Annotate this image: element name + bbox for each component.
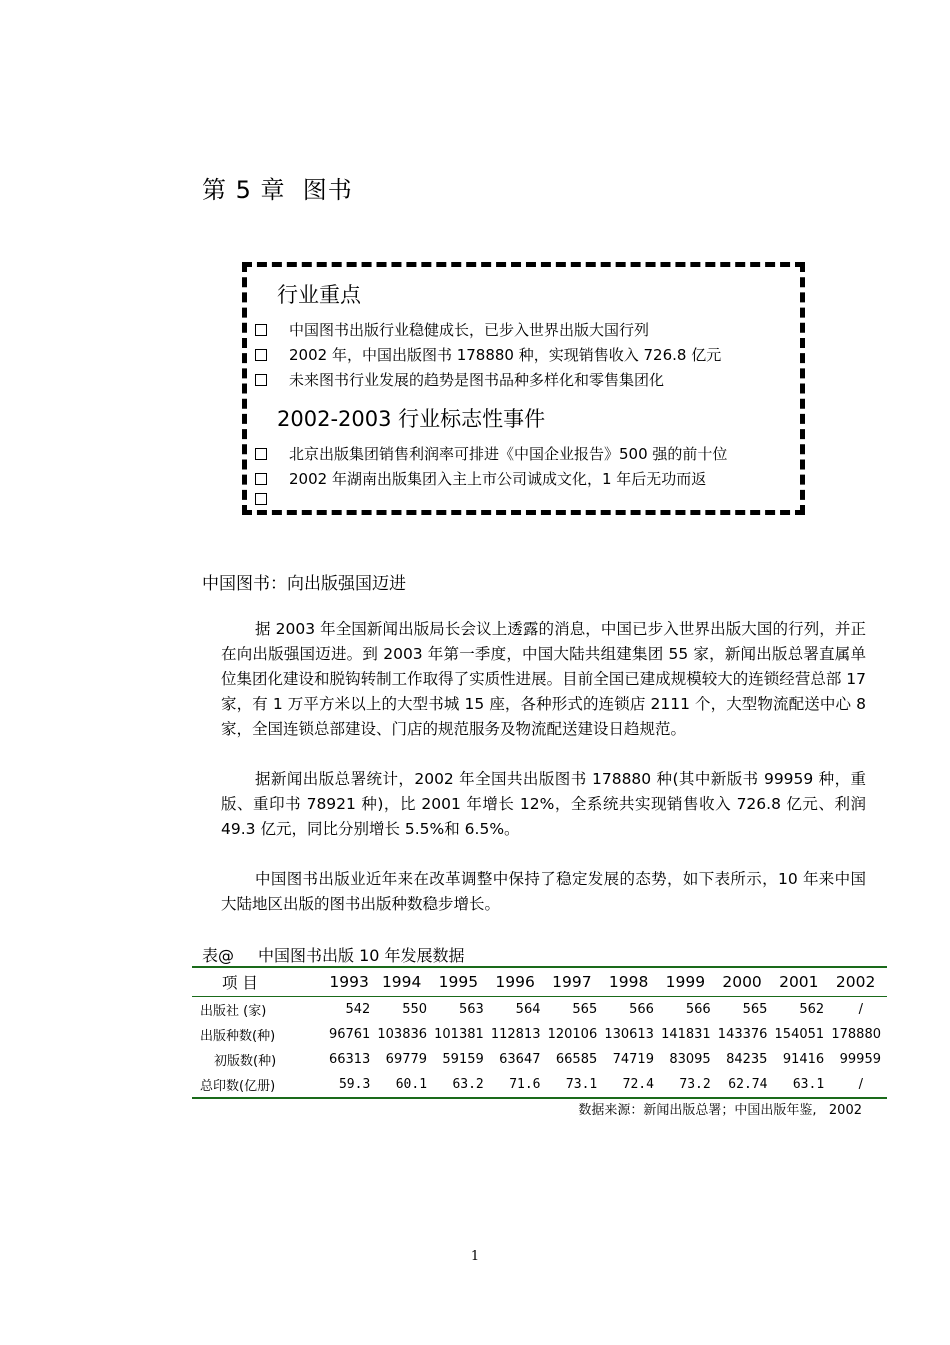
table-header-year: 2002	[830, 967, 887, 997]
table-cell: 63.1	[792, 1077, 825, 1092]
highlight-item	[255, 344, 721, 365]
table-cell: 143376	[717, 1027, 768, 1042]
chapter-title: 第 5 章 图书	[202, 176, 353, 204]
highlight-item-text: 中国图书出版行业稳健成长，已步入世界出版大国行列	[289, 321, 650, 339]
event-item	[255, 468, 706, 489]
table-row-label: 出版种数(种)	[200, 1029, 276, 1044]
table-row-label: 总印数(亿册)	[200, 1079, 276, 1094]
table-cell: 112813	[490, 1027, 541, 1042]
table-cell: 141831	[661, 1027, 711, 1042]
event-item	[255, 443, 727, 464]
table-cell: 72.4	[622, 1077, 654, 1092]
highlight-item-text: 未来图书行业发展的趋势是图书品种多样化和零售集团化	[289, 371, 665, 389]
checkbox-icon	[255, 473, 267, 485]
event-item-text: 2002 年湖南出版集团入主上市公司诚成文化，1 年后无功而返	[289, 470, 707, 488]
highlights-box	[242, 262, 805, 515]
table-cell: 74719	[612, 1052, 654, 1067]
highlight-item	[255, 369, 664, 390]
page-number: 1	[470, 1249, 480, 1264]
table-cell: 71.6	[509, 1077, 541, 1092]
table-source: 数据来源：新闻出版总署；中国出版年鉴, 2002	[578, 1103, 862, 1118]
table-cell: /	[858, 1077, 863, 1092]
table-cell: 96761	[328, 1027, 371, 1042]
table-cell: 59159	[442, 1052, 484, 1067]
table-cell: 99959	[839, 1052, 881, 1067]
table-cell: 66313	[328, 1052, 371, 1067]
table-cell: 565	[742, 1002, 768, 1017]
table-cell: 101381	[434, 1027, 484, 1042]
table-row-label: 出版社 (家)	[200, 1004, 267, 1019]
table-cell: 566	[685, 1002, 711, 1017]
section-title: 中国图书：向出版强国迈进	[202, 574, 406, 594]
events-heading: 2002-2003 行业标志性事件	[277, 407, 546, 431]
table-cell: 130613	[604, 1027, 654, 1042]
table-row-label: 初版数(种)	[214, 1054, 277, 1069]
table-cell: 60.1	[395, 1077, 428, 1092]
table-header-year: 1993	[328, 967, 376, 997]
table-header-year: 1998	[603, 967, 660, 997]
table-cell: 63647	[499, 1052, 541, 1067]
table-header-item: 项 目	[192, 967, 328, 997]
table-header-row	[192, 967, 887, 997]
table-header-year: 2001	[773, 967, 830, 997]
checkbox-icon	[255, 374, 267, 386]
highlight-item	[255, 319, 649, 340]
table-cell: 564	[515, 1002, 541, 1017]
checkbox-icon	[255, 493, 267, 505]
table-cell: 542	[345, 1002, 371, 1017]
event-item	[255, 493, 289, 505]
table-cell: 566	[629, 1002, 654, 1017]
table-cell: 63.2	[452, 1077, 484, 1092]
event-item-text: 北京出版集团销售利润率可排进《中国企业报告》500 强的前十位	[289, 445, 728, 463]
table-header-year: 1995	[433, 967, 490, 997]
table-caption-prefix: 表@	[202, 946, 235, 965]
table-cell: 562	[799, 1002, 825, 1017]
checkbox-icon	[255, 349, 267, 361]
table-header-year: 1996	[490, 967, 547, 997]
table-cell: 62.74	[728, 1077, 768, 1092]
table-row	[192, 1047, 887, 1072]
table-header-year: 1997	[547, 967, 604, 997]
table-cell: 84235	[726, 1052, 768, 1067]
table-row	[192, 1022, 887, 1047]
table-cell: 69779	[385, 1052, 428, 1067]
table-cell: 120106	[547, 1027, 598, 1042]
table-cell: 83095	[669, 1052, 711, 1067]
highlights-heading: 行业重点	[277, 283, 361, 307]
table-cell: 565	[572, 1002, 598, 1017]
checkbox-icon	[255, 448, 267, 460]
table-header-year: 2000	[717, 967, 774, 997]
table-header-year: 1994	[376, 967, 433, 997]
table-cell: 154051	[774, 1027, 825, 1042]
data-table	[192, 966, 887, 1099]
table-cell: 550	[402, 1002, 428, 1017]
table-caption-title: 中国图书出版 10 年发展数据	[258, 946, 465, 965]
table-row	[192, 1072, 887, 1098]
table-header-year: 1999	[660, 967, 717, 997]
table-cell: 66585	[555, 1052, 598, 1067]
checkbox-icon	[255, 324, 267, 336]
table-row	[192, 997, 887, 1023]
table-cell: 563	[458, 1002, 484, 1017]
paragraph: 据新闻出版总署统计，2002 年全国共出版图书 178880 种(其中新版书 99959 种，重版、重印书 78921 种)，比 2001 年增长 12%，全系统共实现销售收入 726.8 亿元、利润 49.3 亿元，同比分别增长 5.5%和 6.5%。	[221, 770, 866, 838]
paragraph: 中国图书出版业近年来在改革调整中保持了稳定发展的态势，如下表所示，10 年来中国大陆地区出版的图书出版种数稳步增长。	[221, 870, 866, 913]
paragraph: 据 2003 年全国新闻出版局长会议上透露的消息，中国已步入世界出版大国的行列，并正在向出版强国迈进。到 2003 年第一季度，中国大陆共组建集团 55 家，新闻出版总署直属单位集团化建设和脱钩转制工作取得了实质性进展。目前全国已建成规模较大的连锁经营总部 17 家，有 1 万平方米以上的大型书城 15 座，各种形式的连锁店 2111 个，大型物流配送中心 8 家，全国连锁总部建设、门店的规范服务及物流配送建设日趋规范。	[221, 620, 866, 738]
table-cell: 73.2	[679, 1077, 711, 1092]
table-cell: 59.3	[338, 1077, 371, 1092]
table-cell: 178880	[831, 1027, 881, 1042]
table-caption	[202, 943, 465, 966]
highlight-item-text: 2002 年，中国出版图书 178880 种，实现销售收入 726.8 亿元	[289, 346, 722, 364]
table-cell: 73.1	[565, 1077, 598, 1092]
table-cell: /	[858, 1002, 863, 1017]
table-cell: 103836	[377, 1027, 428, 1042]
table-cell: 91416	[782, 1052, 825, 1067]
